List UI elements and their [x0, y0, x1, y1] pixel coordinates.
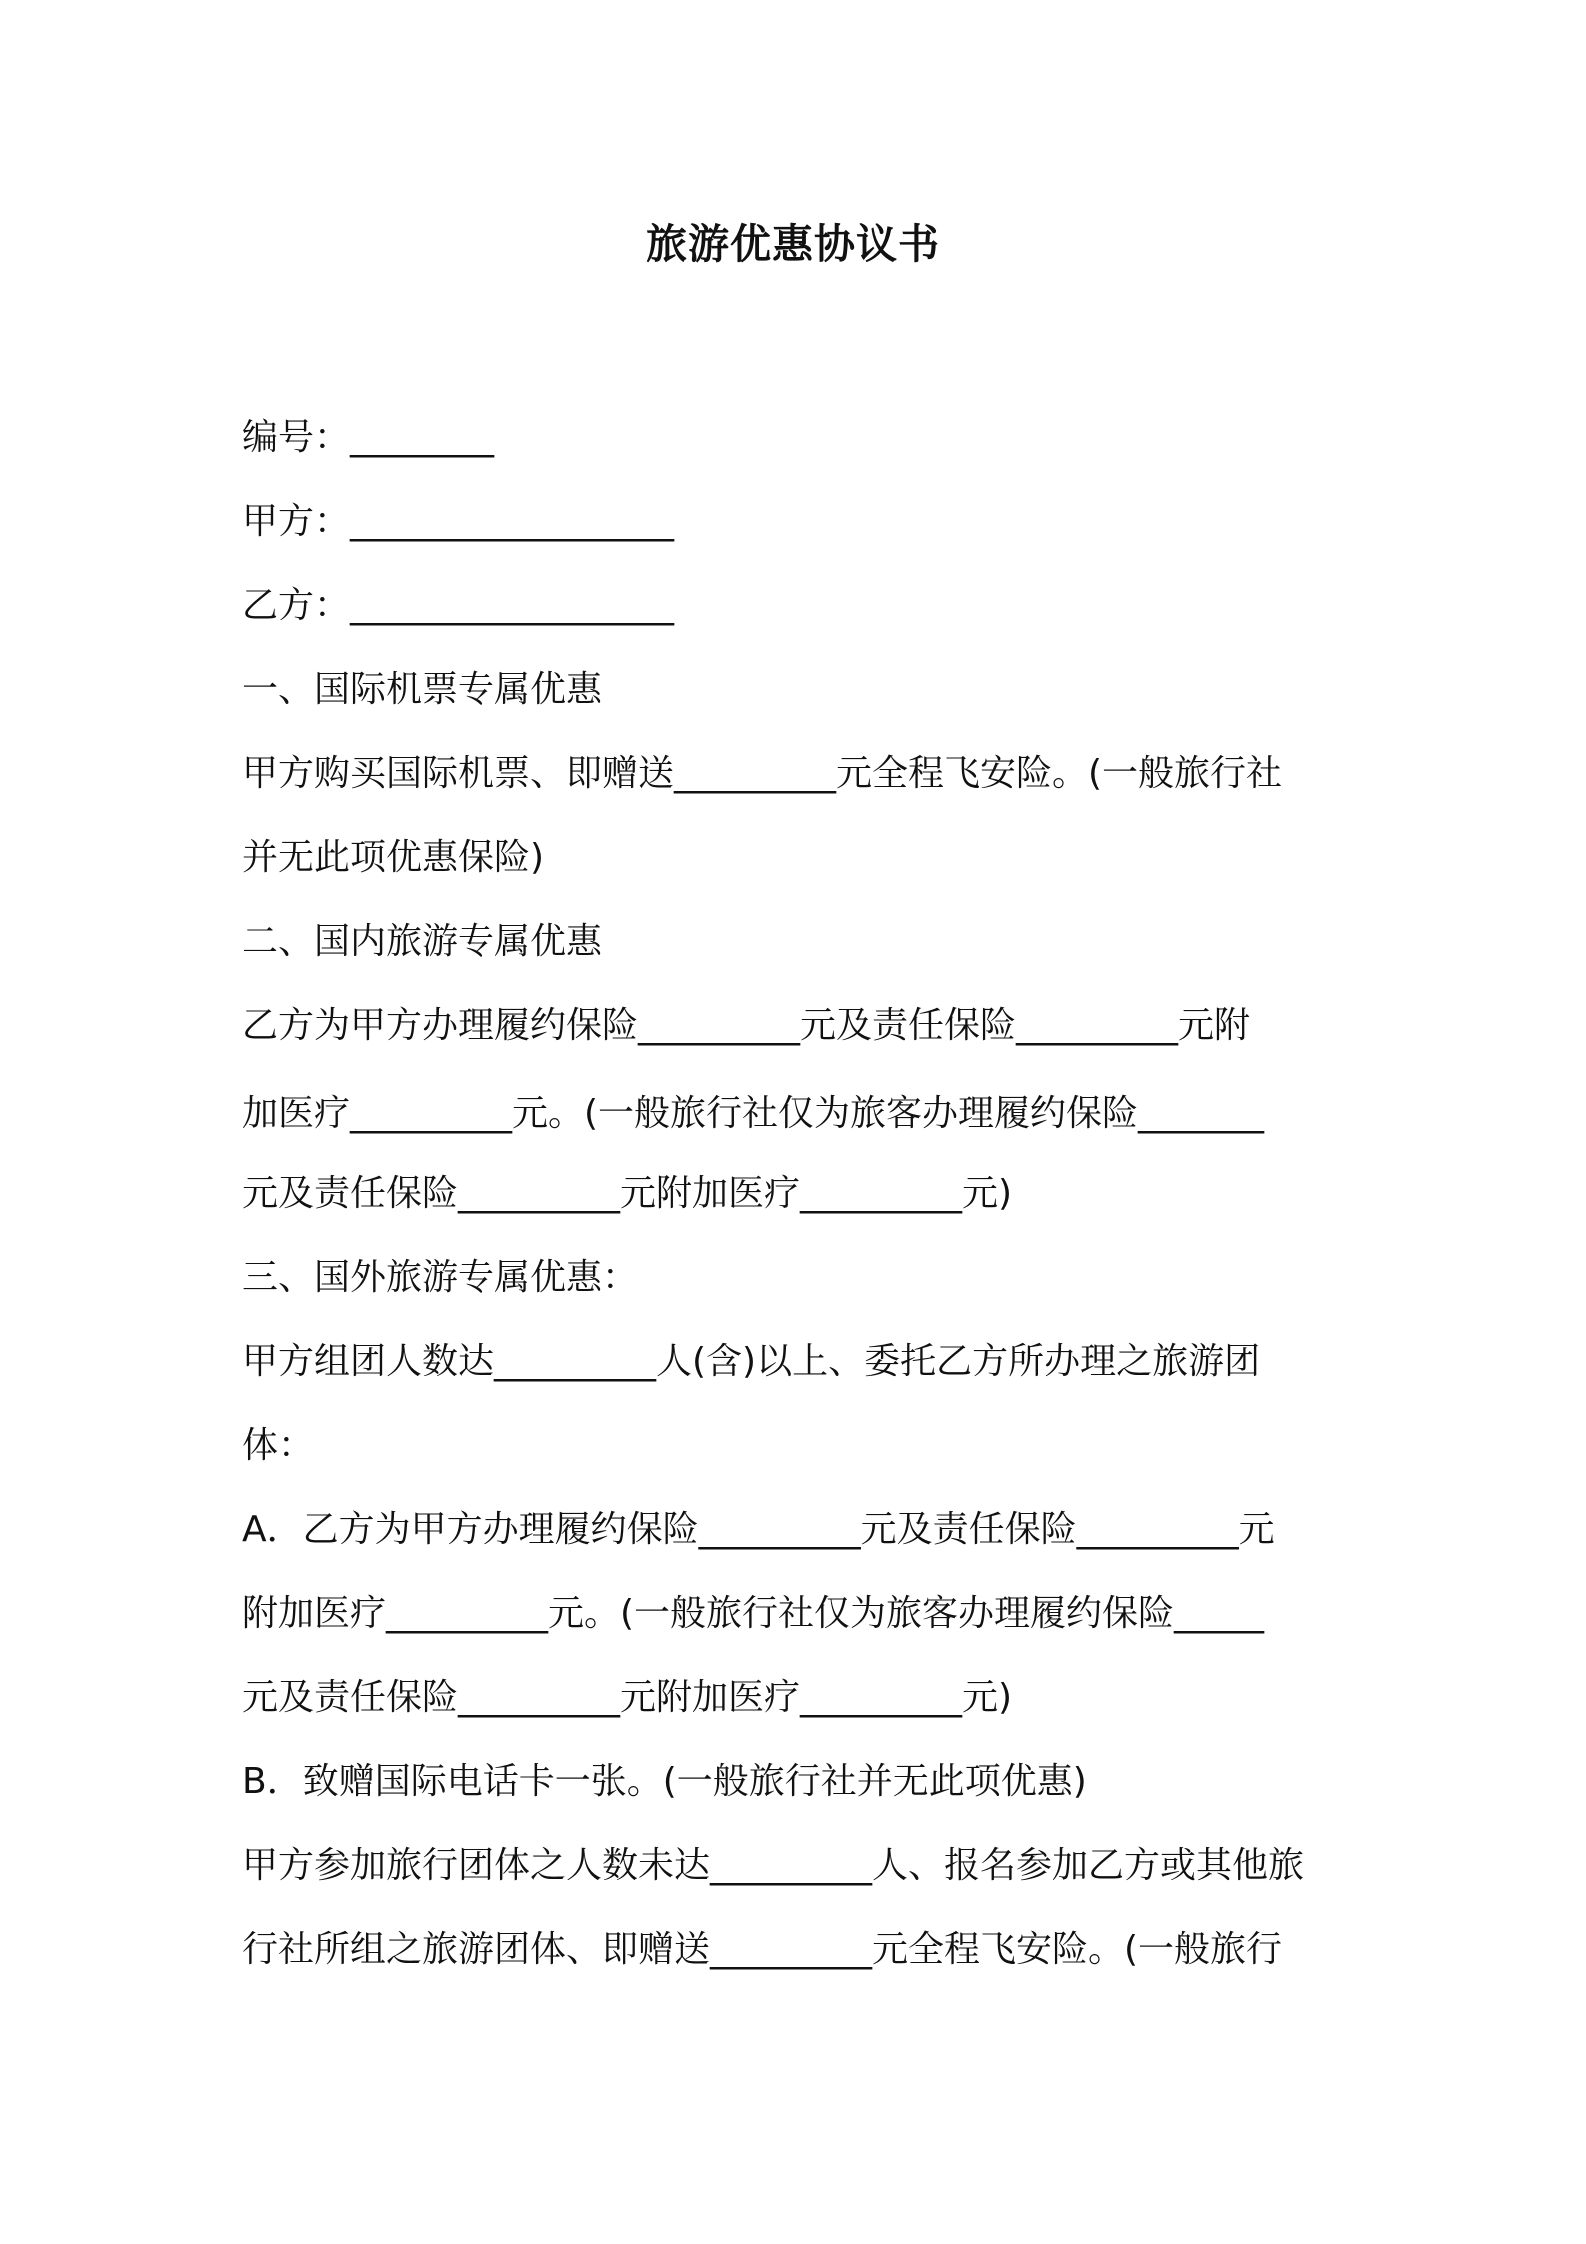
section-two-text-3: 元及责任保险_________元附加医疗_________元) [242, 1173, 1013, 1214]
item-b-text: B．致赠国际电话卡一张。(一般旅行社并无此项优惠) [242, 1761, 1087, 1802]
section-one-text-1: 甲方购买国际机票、即赠送_________元全程飞安险。(一般旅行社 [242, 753, 1283, 794]
section-two-heading: 二、国内旅游专属优惠 [242, 921, 603, 962]
section-two-text-1: 乙方为甲方办理履约保险_________元及责任保险_________元附 [242, 1005, 1251, 1046]
party-a-line: 甲方：__________________ [242, 501, 675, 542]
item-a-text-1: A．乙方为甲方办理履约保险_________元及责任保险_________元 [242, 1509, 1275, 1550]
section-one-heading: 一、国际机票专属优惠 [242, 669, 603, 710]
final-paragraph-text-2: 行社所组之旅游团体、即赠送_________元全程飞安险。(一般旅行 [242, 1929, 1283, 1970]
section-two-text-2: 加医疗_________元。(一般旅行社仅为旅客办理履约保险_______ [242, 1093, 1265, 1134]
serial-number-line: 编号：________ [242, 417, 495, 458]
document-title: 旅游优惠协议书 [646, 220, 940, 268]
item-a-text-2: 附加医疗_________元。(一般旅行社仅为旅客办理履约保险_____ [242, 1593, 1265, 1634]
section-three-text-1: 甲方组团人数达_________人(含)以上、委托乙方所办理之旅游团 [242, 1341, 1261, 1382]
final-paragraph-text-1: 甲方参加旅行团体之人数未达_________人、报名参加乙方或其他旅 [242, 1845, 1305, 1886]
party-b-line: 乙方：__________________ [242, 585, 675, 626]
section-three-heading: 三、国外旅游专属优惠： [242, 1257, 639, 1298]
section-three-text-2: 体： [242, 1425, 315, 1466]
item-a-text-3: 元及责任保险_________元附加医疗_________元) [242, 1677, 1013, 1718]
section-one-text-2: 并无此项优惠保险) [242, 837, 545, 878]
